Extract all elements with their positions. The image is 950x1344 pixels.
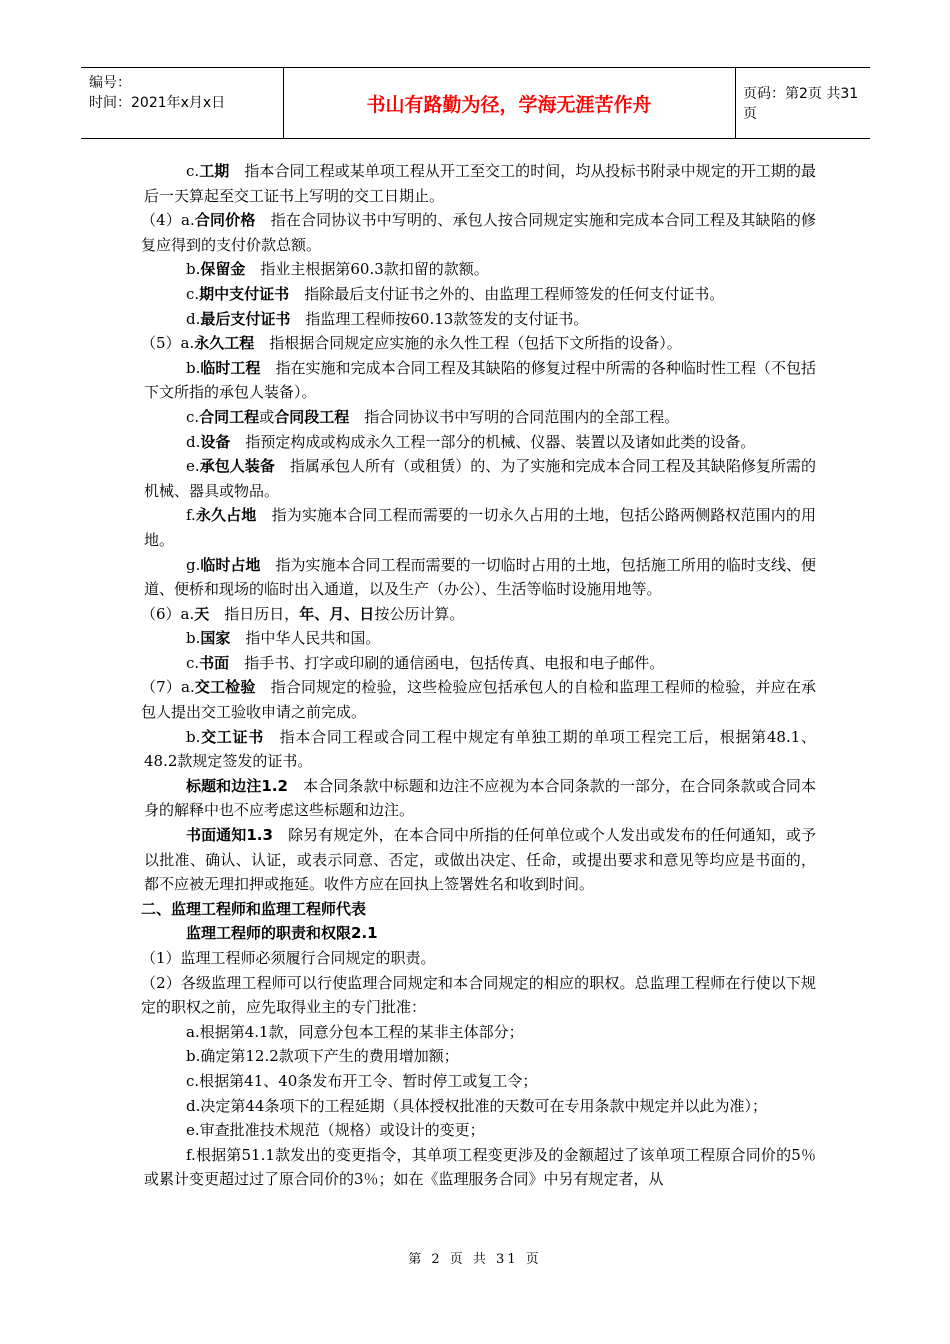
paragraph: 书面通知1.3 除另有规定外，在本合同中所指的任何单位或个人发出或发布的任何通知，或予以批准、确认、认证，或表示同意、否定，或做出决定、任命，或提出要求和意见等均应是书面的，都不应被无理扣押或拖延。收件方应在回执上签署姓名和收到时间。	[144, 826, 816, 894]
document-number-label: 编号：	[89, 75, 131, 91]
paragraph: c.期中支付证书 指除最后支付证书之外的、由监理工程师签发的任何支付证书。	[186, 284, 725, 303]
list-item: c.根据第41、40条发布开工令、暂时停工或复工令；	[186, 1071, 538, 1090]
paragraph: b.临时工程 指在实施和完成本合同工程及其缺陷的修复过程中所需的各种临时性工程（不包括下文所指的承包人装备）。	[144, 358, 816, 402]
paragraph: c.书面 指手书、打字或印刷的通信函电，包括传真、电报和电子邮件。	[186, 653, 665, 672]
paragraph: （1）监理工程师必须履行合同规定的职责。	[141, 949, 436, 967]
paragraph: c.工期 指本合同工程或某单项工程从开工至交工的时间，均从投标书附录中规定的开工期的最后一天算起至交工证书上写明的交工日期止。	[144, 162, 816, 205]
list-item: b.确定第12.2款项下产生的费用增加额；	[186, 1047, 459, 1066]
paragraph: b.交工证书 指本合同工程或合同工程中规定有单独工期的单项工程完工后，根据第48.1、48.2款规定签发的证书。	[144, 727, 816, 771]
term: 国家	[200, 629, 231, 648]
term: 设备	[200, 432, 231, 451]
section-heading	[141, 897, 816, 922]
paragraph: （6）a.天 指日历日，年、月、日按公历计算。	[141, 604, 465, 623]
term: 天	[194, 604, 210, 623]
subsection-heading	[144, 921, 816, 946]
term: 合同价格	[194, 211, 256, 230]
section-title: 二、监理工程师和监理工程师代表	[141, 899, 367, 918]
paragraph: d.设备 指预定构成或构成永久工程一部分的机械、仪器、装置以及诸如此类的设备。	[186, 432, 756, 451]
term: 保留金	[200, 260, 246, 279]
document-date-label: 时间：2021年x月x日	[89, 95, 226, 111]
term: 交工检验	[194, 678, 256, 697]
term: 工期	[199, 162, 230, 180]
term: 永久占地	[195, 506, 257, 525]
paragraph: b.国家 指中华人民共和国。	[186, 629, 381, 648]
term: 合同段工程	[274, 407, 350, 426]
term: 临时工程	[200, 358, 261, 377]
list-item: e.审查批准技术规范（规格）或设计的变更；	[186, 1121, 485, 1140]
term: 承包人装备	[199, 457, 275, 476]
page-header	[81, 67, 870, 139]
document-body	[141, 159, 816, 1192]
term: 年、月、日	[299, 604, 375, 623]
paragraph: b.保留金 指业主根据第60.3款扣留的款额。	[186, 260, 489, 279]
term: 交工证书	[200, 727, 264, 746]
header-motto: 书山有路勤为径，学海无涯苦作舟	[283, 68, 736, 138]
paragraph: d.最后支付证书 指监理工程师按60.13款签发的支付证书。	[186, 309, 589, 328]
term: 标题和边注1.2	[186, 776, 288, 795]
term: 书面通知1.3	[186, 826, 273, 845]
paragraph: c.合同工程或合同段工程 指合同协议书中写明的合同范围内的全部工程。	[186, 407, 680, 426]
list-item: f.根据第51.1款发出的变更指令，其单项工程变更涉及的金额超过了该单项工程原合同价的5％或累计变更超过过了原合同价的3％；如在《监理服务合同》中另有规定者，从	[144, 1145, 816, 1189]
term: 临时占地	[200, 555, 261, 574]
header-meta-cell	[81, 68, 284, 138]
term: 永久工程	[194, 334, 255, 353]
paragraph: f.永久占地 指为实施本合同工程而需要的一切永久占用的土地，包括公路两侧路权范围内的用地。	[144, 506, 816, 549]
paragraph: e.承包人装备 指属承包人所有（或租赁）的、为了实施和完成本合同工程及其缺陷修复所需的机械、器具或物品。	[144, 457, 816, 500]
term: 最后支付证书	[200, 309, 291, 328]
term: 书面	[199, 653, 230, 672]
paragraph: （4）a.合同价格 指在合同协议书中写明的、承包人按合同规定实施和完成本合同工程及其缺陷的修复应得到的支付价款总额。	[141, 211, 816, 254]
page-footer: 第 2 页 共 31 页	[408, 1252, 542, 1267]
list-item: a.根据第4.1款，同意分包本工程的某非主体部分；	[186, 1022, 524, 1041]
paragraph: （2）各级监理工程师可以行使监理合同规定和本合同规定的相应的职权。总监理工程师在行使以下规定的职权之前，应先取得业主的专门批准：	[141, 973, 816, 1017]
paragraph: （7）a.交工检验 指合同规定的检验，这些检验应包括承包人的自检和监理工程师的检验，并应在承包人提出交工验收申请之前完成。	[141, 678, 816, 722]
header-page-label: 页码：第2页 共31页	[743, 86, 859, 122]
term: 期中支付证书	[199, 284, 290, 303]
paragraph: g.临时占地 指为实施本合同工程而需要的一切临时占用的土地，包括施工所用的临时支线、便道、便桥和现场的临时出入通道，以及生产（办公）、生活等临时设施用地等。	[144, 555, 816, 599]
list-item: d.决定第44条项下的工程延期（具体授权批准的天数可在专用条款中规定并以此为准）；	[186, 1096, 767, 1115]
term: 合同工程	[199, 407, 260, 426]
subsection-title: 监理工程师的职责和权限2.1	[186, 924, 378, 943]
paragraph: （5）a.永久工程 指根据合同规定应实施的永久性工程（包括下文所指的设备）。	[141, 334, 682, 353]
paragraph: 标题和边注1.2 本合同条款中标题和边注不应视为本合同条款的一部分，在合同条款或合同本身的解释中也不应考虑这些标题和边注。	[144, 776, 816, 820]
